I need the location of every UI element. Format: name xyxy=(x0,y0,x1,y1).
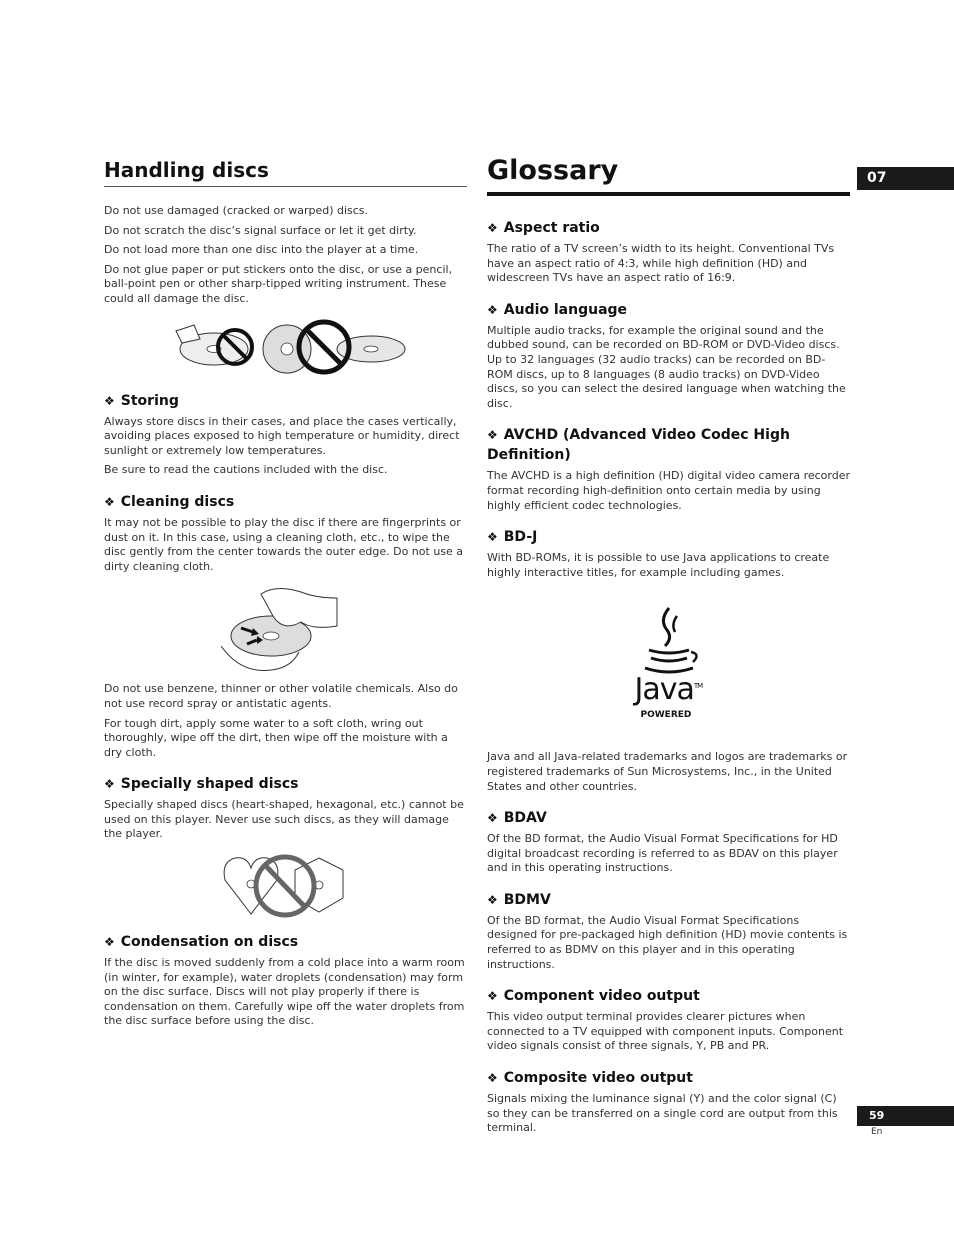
storing-paragraph: Be sure to read the cautions included with the disc. xyxy=(104,463,388,477)
glossary-term-heading: ❖ Component video output xyxy=(487,988,700,1005)
language-label: En xyxy=(871,1127,883,1137)
glossary-definition: With BD-ROMs, it is possible to use Java applications to create highly interactive titles, for example including games. xyxy=(487,551,830,579)
heart-hexagon-disc-image xyxy=(221,854,351,918)
shaped-paragraph: Specially shaped discs (heart-shaped, hexagonal, etc.) cannot be used on this player. Never use such discs, as they will damage the player. xyxy=(104,798,464,841)
intro-paragraph: Do not scratch the disc’s signal surface or let it get dirty. xyxy=(104,223,417,237)
heading-storing: ❖ Storing xyxy=(104,392,179,409)
shaped-discs-illustration xyxy=(104,854,467,918)
section-title-handling-discs: Handling discs xyxy=(104,158,467,187)
diamond-bullet-icon: ❖ xyxy=(487,811,498,826)
intro-paragraph: Do not load more than one disc into the player at a time. xyxy=(104,243,419,257)
trademark-mark: TM xyxy=(693,682,703,691)
glossary-definition: The ratio of a TV screen’s width to its height. Conventional TVs have an aspect ratio of 4:3, while high definition (HD) and widescreen TVs have an aspect ratio of 16:9. xyxy=(487,242,835,285)
glossary-definition: Multiple audio tracks, for example the original sound and the dubbed sound, can be recorded on BD-ROM or DVD-Video discs. Up to 32 languages (32 audio tracks) can be recorded on BD-ROM discs, up to 8 languages (8 audio tracks) on DVD-Video discs, so you can select the desired language when watching the disc. xyxy=(487,323,846,410)
glossary-definition: Signals mixing the luminance signal (Y) and the color signal (C) so they can be transferred on a single cord are output from this terminal. xyxy=(487,1092,838,1135)
heading-condensation: ❖ Condensation on discs xyxy=(104,934,299,951)
chapter-number-tab: 07 xyxy=(857,167,954,190)
diamond-bullet-icon: ❖ xyxy=(487,989,498,1004)
diamond-bullet-icon: ❖ xyxy=(487,530,498,545)
cleaning-illustration xyxy=(104,586,467,674)
glossary-term-heading: ❖ AVCHD (Advanced Video Codec High Definition) xyxy=(487,427,790,464)
glossary-term-heading: ❖ Composite video output xyxy=(487,1070,693,1087)
glossary-term-heading: ❖ Audio language xyxy=(487,301,628,318)
glossary-definition: Of the BD format, the Audio Visual Format Specifications designed for pre-packaged high definition (HD) movie contents is referred to as BDMV on this player and in this operating instructions. xyxy=(487,913,848,971)
java-logo xyxy=(633,606,705,722)
java-powered-logo xyxy=(487,606,850,722)
storing-paragraph: Always store discs in their cases, and place the cases vertically, avoiding places exposed to high temperature or humidity, direct sunlight or extremely low temperatures. xyxy=(104,414,460,457)
glossary-definition: This video output terminal provides clearer pictures when connected to a TV equipped with component inputs. Component video signals consist of three signals, Y, PB and PR. xyxy=(487,1010,844,1053)
powered-label: POWERED xyxy=(640,710,692,721)
diamond-bullet-icon: ❖ xyxy=(487,302,498,317)
java-wordmark: Java xyxy=(634,672,694,708)
cleaning-paragraph: Do not use benzene, thinner or other volatile chemicals. Also do not use record spray or antistatic agents. xyxy=(104,682,458,710)
heading-cleaning-discs: ❖ Cleaning discs xyxy=(104,493,235,510)
diamond-bullet-icon: ❖ xyxy=(104,393,115,408)
diamond-bullet-icon: ❖ xyxy=(487,221,498,235)
page-number-tab: 59 xyxy=(857,1106,954,1126)
condensation-paragraph: If the disc is moved suddenly from a cold place into a warm room (in winter, for example), water droplets (condensation) may form on the disc surface. Discs will not play properly if there is condensation on them. Carefully wipe off the water droplets from the disc surface before using the disc. xyxy=(104,956,465,1028)
wiping-disc-image xyxy=(221,586,351,674)
java-trademark-note: Java and all Java-related trademarks and logos are trademarks or registered trademarks of Sun Microsystems, Inc., in the United States and other countries. xyxy=(487,750,848,793)
java-cup-icon xyxy=(633,606,705,678)
section-title-glossary: Glossary xyxy=(487,155,850,196)
glossary-term-heading: ❖ BDMV xyxy=(487,891,551,908)
diamond-bullet-icon: ❖ xyxy=(104,494,115,509)
glossary-term-heading: ❖ Aspect ratio xyxy=(487,220,600,236)
right-column xyxy=(487,155,850,1141)
diamond-bullet-icon: ❖ xyxy=(104,777,115,792)
glossary-term-heading: ❖ BDAV xyxy=(487,810,547,827)
intro-paragraph: Do not glue paper or put stickers onto the disc, or use a pencil, ball-point pen or other sharp-tipped writing instrument. These could all damage the disc. xyxy=(104,262,453,305)
glossary-definition: The AVCHD is a high definition (HD) digital video camera recorder format recording high-definition onto certain media by using highly efficient codec technologies. xyxy=(487,469,850,512)
glossary-term-heading: ❖ BD-J xyxy=(487,529,538,546)
diamond-bullet-icon: ❖ xyxy=(487,1071,498,1086)
cleaning-paragraph: For tough dirt, apply some water to a soft cloth, wring out thoroughly, wipe off the dirt, then wipe off the moisture with a dry cloth. xyxy=(104,716,448,759)
heading-specially-shaped-discs: ❖ Specially shaped discs xyxy=(104,776,299,793)
disc-damage-illustration xyxy=(104,319,467,377)
intro-paragraph: Do not use damaged (cracked or warped) discs. xyxy=(104,204,369,217)
cleaning-paragraph: It may not be possible to play the disc if there are fingerprints or dust on it. In this case, using a cleaning cloth, etc., to wipe the disc gently from the center towards the outer edge. Do not use a dirty cleaning cloth. xyxy=(104,515,464,573)
do-not-damage-disc-image xyxy=(166,319,406,377)
diamond-bullet-icon: ❖ xyxy=(487,892,498,907)
diamond-bullet-icon: ❖ xyxy=(487,428,498,443)
glossary-definition: Of the BD format, the Audio Visual Format Specifications for HD digital broadcast recording is referred to as BDAV on this player and in this operating instructions. xyxy=(487,832,838,875)
left-column xyxy=(104,158,467,1034)
diamond-bullet-icon: ❖ xyxy=(104,935,115,950)
